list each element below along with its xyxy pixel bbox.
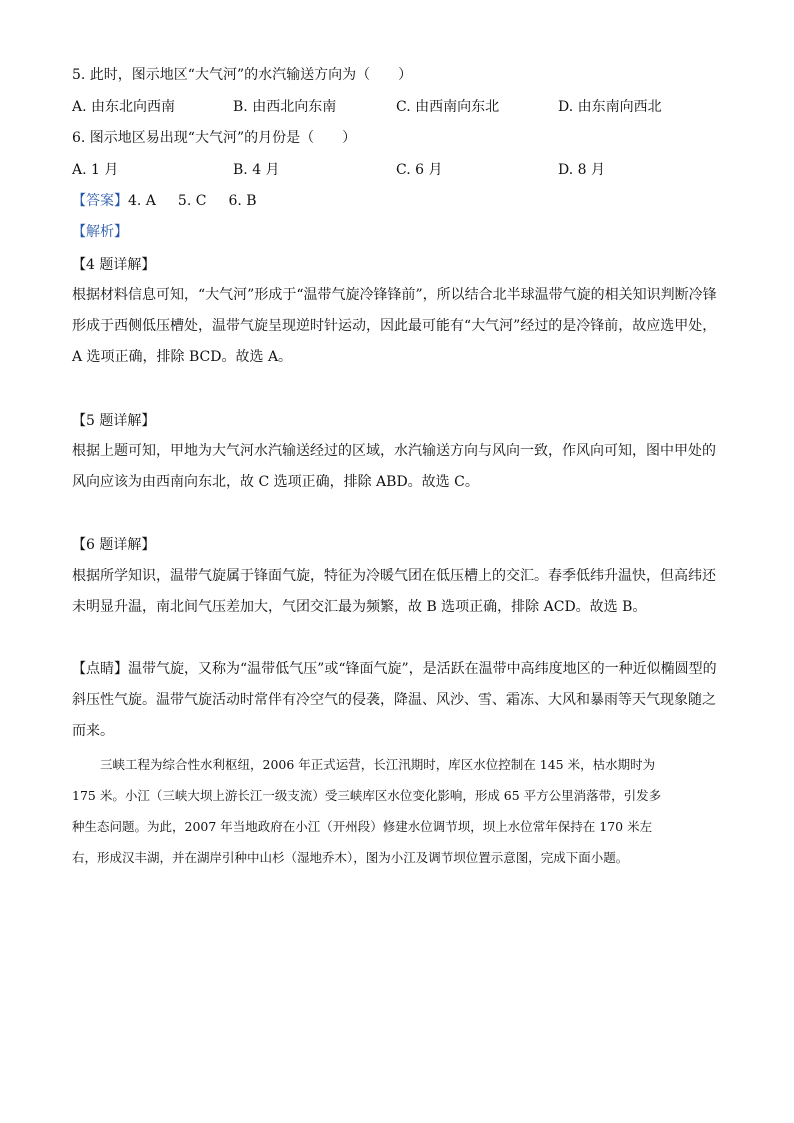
text-line: 形成于西侧低压槽处，温带气旋呈现逆时针运动，因此最可能有“大气河”经过的是冷锋前，故应选甲处， — [72, 318, 717, 334]
q6-option-b: B. 4 月 — [233, 162, 280, 178]
section-5-body — [72, 436, 722, 498]
section-6-body — [72, 561, 722, 623]
section-4-body — [72, 280, 722, 373]
answer-tag: 【答案】 — [72, 193, 128, 209]
text-line: 种生态问题。为此，2007 年当地政府在小江（开州段）修建水位调节坝，坝上水位常年保持在 170 米左 — [72, 819, 653, 834]
text-line: A 选项正确，排除 BCD。故选 A。 — [72, 349, 293, 365]
text-line: 未明显升温，南北间气压差加大，气团交汇最为频繁，故 B 选项正确，排除 ACD。故选 B。 — [72, 599, 647, 615]
text-line: 根据材料信息可知，“大气河”形成于“温带气旋冷锋锋前”，所以结合北半球温带气旋的相关知识判断冷锋 — [72, 287, 717, 303]
tip-text: 温带气旋，又称为“温带低气压”或“锋面气旋”，是活跃在温带中高纬度地区的一种近似椭圆型的 — [128, 661, 717, 677]
tip-line — [72, 654, 722, 685]
q6-option-d: D. 8 月 — [558, 162, 605, 178]
text-line: 三峡工程为综合性水利枢纽，2006 年正式运营，长江汛期时，库区水位控制在 145 米，枯水期时为 — [100, 757, 656, 772]
tip-block — [72, 654, 722, 747]
answer-line — [72, 191, 257, 211]
text-line: 风向应该为由西南向东北，故 C 选项正确，排除 ABD。故选 C。 — [72, 474, 479, 490]
q5-option-b: B. 由西北向东南 — [233, 99, 337, 115]
text-line: 根据所学知识，温带气旋属于锋面气旋，特征为冷暖气团在低压槽上的交汇。春季低纬升温快，但高纬还 — [72, 568, 716, 584]
section-6-title: 【6 题详解】 — [72, 537, 156, 553]
answer-item: 6. B — [228, 193, 257, 209]
analysis-tag: 【解析】 — [72, 224, 128, 240]
question-6-stem: 6. 图示地区易出现“大气河”的月份是（ ） — [72, 130, 357, 146]
section-4-title: 【4 题详解】 — [72, 257, 156, 273]
answer-item: 5. C — [177, 193, 207, 209]
section-5-title: 【5 题详解】 — [72, 413, 156, 429]
material-passage — [72, 749, 722, 873]
question-5-stem: 5. 此时，图示地区“大气河”的水汽输送方向为（ ） — [72, 67, 413, 83]
answer-item: 4. A — [128, 193, 156, 209]
q5-option-a: A. 由东北向西南 — [72, 99, 176, 115]
text-line: 而来。 — [72, 723, 114, 739]
q5-option-d: D. 由东南向西北 — [558, 99, 662, 115]
q6-option-c: C. 6 月 — [396, 162, 443, 178]
text-line: 右，形成汉丰湖，并在湖岸引种中山杉（湿地乔木），图为小江及调节坝位置示意图，完成下面小题。 — [72, 850, 629, 865]
q5-option-c: C. 由西南向东北 — [396, 99, 500, 115]
tip-tag: 【点睛】 — [72, 661, 128, 677]
text-line: 175 米。小江（三峡大坝上游长江一级支流）受三峡库区水位变化影响，形成 65 平方公里消落带，引发多 — [72, 788, 662, 803]
text-line: 斜压性气旋。温带气旋活动时常伴有冷空气的侵袭，降温、风沙、雪、霜冻、大风和暴雨等天气现象随之 — [72, 692, 716, 708]
q6-option-a: A. 1 月 — [72, 162, 119, 178]
text-line: 根据上题可知，甲地为大气河水汽输送经过的区域，水汽输送方向与风向一致，作风向可知，图中甲处的 — [72, 443, 716, 459]
